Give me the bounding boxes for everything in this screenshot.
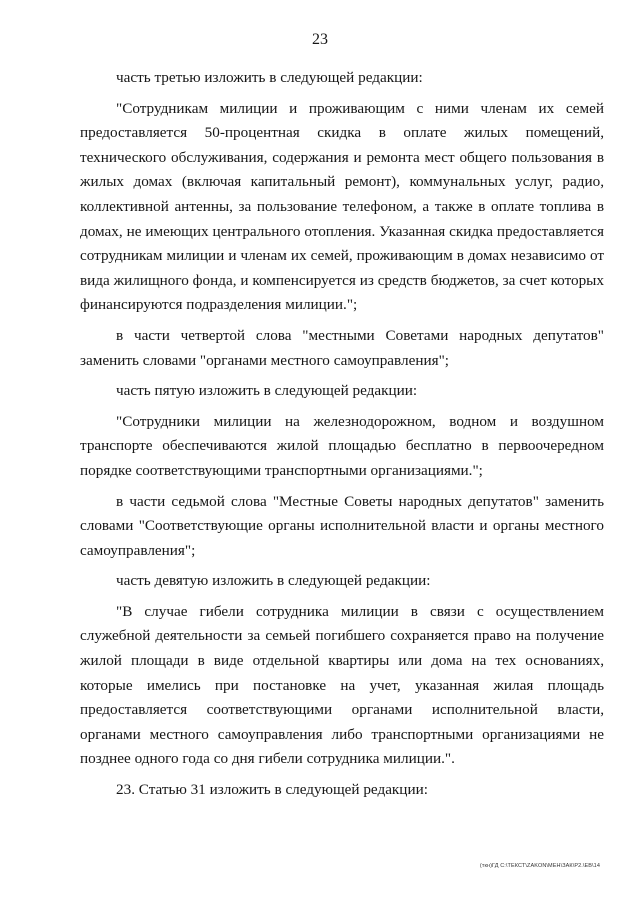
paragraph-part-three-intro: часть третью изложить в следующей редакции: <box>116 69 423 86</box>
paragraph-article-31-intro: 23. Статью 31 изложить в следующей редакции: <box>116 781 428 799</box>
paragraph-part-four-amendment: в части четвертой слова "местными Советами народных депутатов" заменить словами "органами местного самоуправления"; <box>80 326 604 369</box>
paragraph-part-five-intro: часть пятую изложить в следующей редакции: <box>116 382 418 400</box>
paragraph-part-nine-text: "В случае гибели сотрудника милиции в связи с осуществлением служебной деятельности за семьей погибшего сохраняется право на получение жилой площади в виде отдельной квартиры или дома на тех основаниях, которые имелись при постановке на учет, указанная жилая площадь предоставляется соответствующими органами исполнительной власти, органами местного самоуправления либо транспортными организациями не позднее одного года со дня гибели сотрудника милиции.". <box>80 602 604 768</box>
paragraph-part-seven-amendment: в части седьмой слова "Местные Советы народных депутатов" заменить словами "Соответствующие органы исполнительной власти и органы местного самоуправления"; <box>80 492 604 559</box>
paragraph-part-three-text: "Сотрудникам милиции и проживающим с ними членам их семей предоставляется 50-процентная скидка в оплате жилых помещений, технического обслуживания, содержания и ремонта мест общего пользования в жилых домах (включая капитальный ремонт), коммунальных услуг, радио, коллективной антенны, за пользование телефоном, а также в оплате топлива в домах, не имеющих центрального отопления. Указанная скидка предоставляется сотрудникам милиции и членам их семей, проживающим в домах независимо от вида жилищного фонда, и компенсируется из средств бюджетов, за счет которых финансируются подразделения милиции."; <box>80 99 604 314</box>
document-body <box>80 66 604 809</box>
paragraph-part-five-text: "Сотрудники милиции на железнодорожном, водном и воздушном транспорте обеспечиваются жилой площадью бесплатно в первоочередном порядке соответствующими транспортными организациями."; <box>80 412 604 479</box>
footer-file-code: (ткн)ГД С:\ТЕКСТ\ZAKON\МЕН\ЗАК\Р2.\ЕВ\14 <box>479 863 600 869</box>
page-number: 23 <box>312 31 328 48</box>
paragraph-part-nine-intro: часть девятую изложить в следующей редакции: <box>116 572 431 590</box>
